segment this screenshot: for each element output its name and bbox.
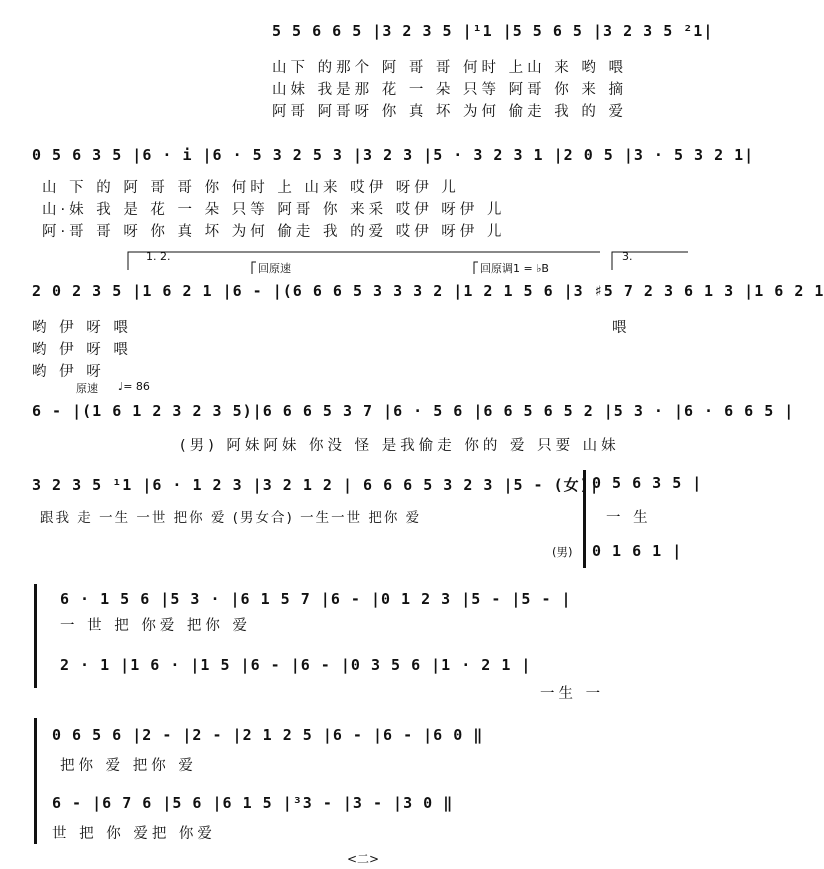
lyric-line-2b: 山·妹 我 是 花 一 朵 只等 阿哥 你 来采 哎伊 呀伊 儿: [42, 202, 506, 218]
notation-line-2: 0 5 6 3 5 |6 · i |6 · 5 3 2 5 3 |3 2 3 |5 · 3 2 3 1 |2 0 5 |3 · 5 3 2 1|: [32, 146, 755, 164]
lyric-line-3c: 哟 伊 呀: [32, 364, 105, 380]
tempo-mark: ♩= 86: [118, 380, 150, 393]
female-notes: 0 5 6 3 5 |: [592, 474, 703, 492]
upper-voice-notes-7: 0 6 5 6 |2 - |2 - |2 1 2 5 |6 - |6 - |6 0 ‖: [52, 726, 484, 744]
lyric-line-2c: 阿·哥 哥 呀 你 真 坏 为何 偷走 我 的爱 哎伊 呀伊 儿: [42, 224, 506, 240]
upper-voice-lyrics-6: 一 世 把 你爱 把你 爱: [60, 618, 252, 634]
volta-3-label: 3.: [622, 250, 633, 263]
volta-brackets: [0, 248, 726, 278]
lyric-line-1a: 山下 的那个 阿 哥 哥 何时 上山 来 哟 喂: [272, 60, 627, 76]
lower-voice-notes-6: 2 · 1 |1 6 · |1 5 |6 - |6 - |0 3 5 6 |1 · 2 1 |: [60, 656, 532, 674]
lyric-line-5: 跟我 走 一生 一世 把你 爱 (男女合) 一生一世 把你 爱: [40, 510, 422, 526]
notation-line-3: 2 0 2 3 5 |1 6 2 1 |6 - |(6 6 6 5 3 3 3 2 |1 2 1 5 6 |3 ♯5 7 2 3 6 1 3 |1 6 2 1: [32, 282, 824, 300]
system-brace-1: [583, 470, 586, 568]
upper-voice-notes-6: 6 · 1 5 6 |5 3 · |6 1 5 7 |6 - |0 1 2 3 |5 - |5 - |: [60, 590, 572, 608]
lyric-line-1c: 阿哥 阿哥呀 你 真 坏 为何 偷走 我 的 爱: [272, 104, 627, 120]
male-voice-label: (男): [552, 545, 573, 559]
lyric-line-4: (男) 阿妹阿妹 你没 怪 是我偷走 你的 爱 只要 山妹: [180, 438, 620, 454]
system-brace-2: [34, 584, 37, 688]
tempo-back-label-2: 原速: [76, 382, 98, 395]
key-back-label: 回原调1 = ♭B: [480, 262, 549, 275]
lyric-end-word: 喂: [612, 320, 631, 336]
lyric-line-2a: 山 下 的 阿 哥 哥 你 何时 上 山来 哎伊 呀伊 儿: [42, 180, 460, 196]
lyric-line-3a: 哟 伊 呀 喂: [32, 320, 132, 336]
lower-voice-lyrics-6: 一生 一: [540, 686, 605, 702]
male-notes: 0 1 6 1 |: [592, 542, 683, 560]
page-number: <二>: [346, 852, 380, 866]
notation-line-5: 3 2 3 5 ¹1 |6 · 1 2 3 |3 2 1 2 | 6 6 6 5 3 2 3 |5 - (女)|: [32, 476, 600, 494]
volta-1-2-label: 1. 2.: [146, 250, 171, 263]
upper-voice-lyrics-7: 把你 爱 把你 爱: [60, 758, 197, 774]
tempo-back-label: 回原速: [258, 262, 291, 275]
female-lyric: 一 生: [606, 510, 652, 526]
lyric-line-3b: 哟 伊 呀 喂: [32, 342, 132, 358]
system-brace-3: [34, 718, 37, 844]
notation-line-1: 5 5 6 6 5 |3 2 3 5 |¹1 |5 5 6 5 |3 2 3 5 ²1|: [272, 22, 714, 40]
lower-voice-lyrics-7: 世 把 你 爱把 你爱: [52, 826, 216, 842]
lyric-line-1b: 山妹 我是那 花 一 朵 只等 阿哥 你 来 摘: [272, 82, 627, 98]
notation-line-4: 6 - |(1 6 1 2 3 2 3 5)|6 6 6 5 3 7 |6 · 5 6 |6 6 5 6 5 2 |5 3 · |6 · 6 6 5 |: [32, 402, 795, 420]
lower-voice-notes-7: 6 - |6 7 6 |5 6 |6 1 5 |³3 - |3 - |3 0 ‖: [52, 794, 454, 812]
